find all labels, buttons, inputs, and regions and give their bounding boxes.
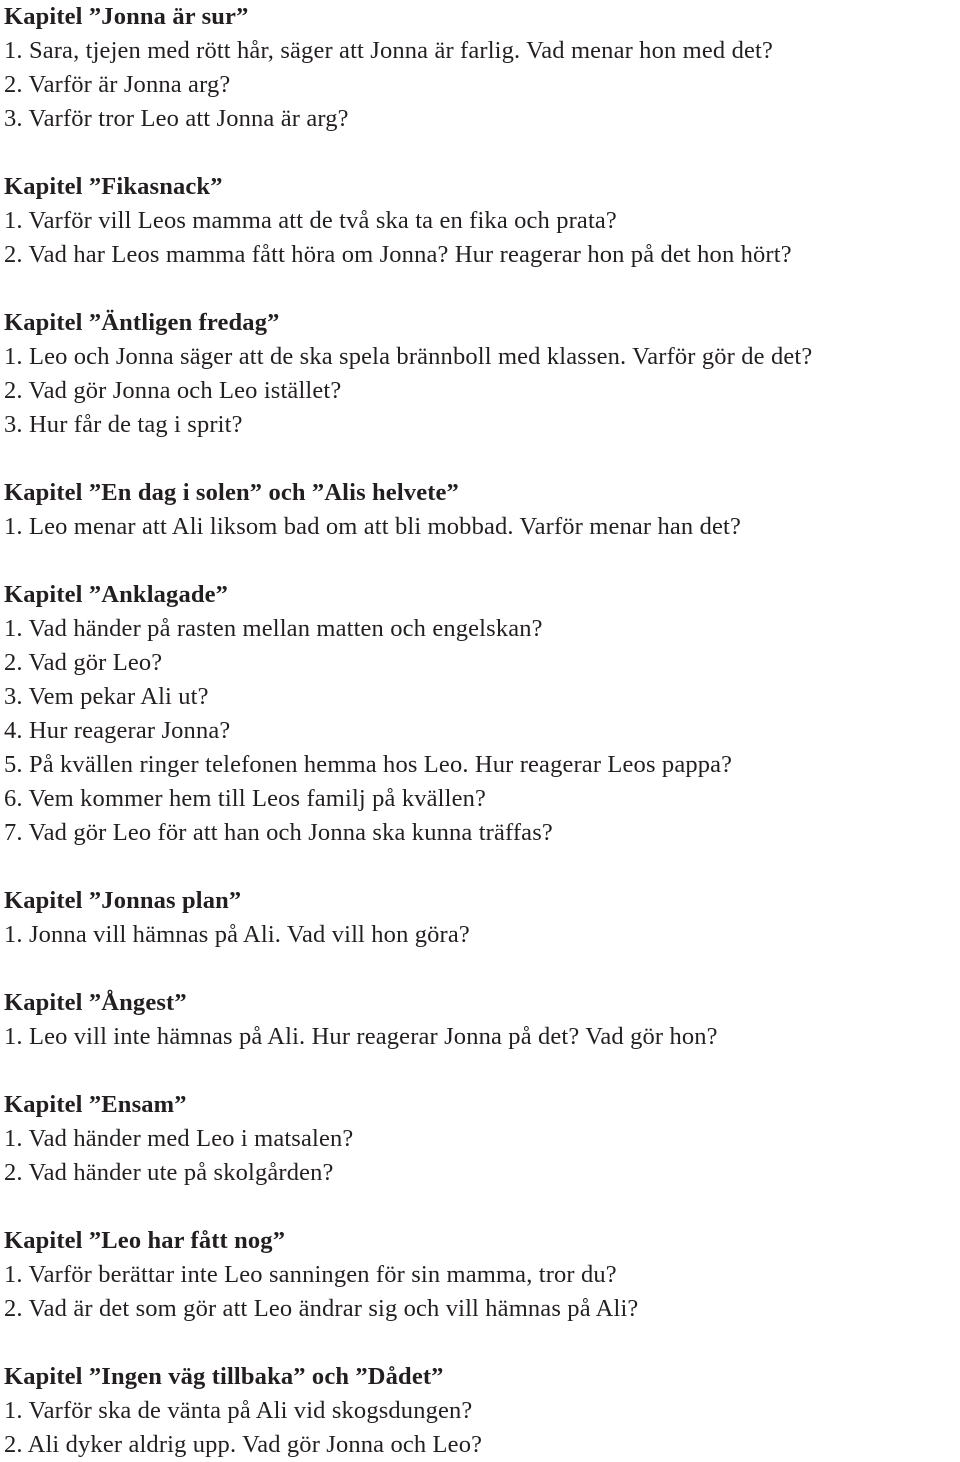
section-heading: Kapitel ”Jonnas plan” (4, 887, 242, 914)
question-item: 1. Varför ska de vänta på Ali vid skogsdungen? (4, 1397, 473, 1424)
section-heading: Kapitel ”Ensam” (4, 1091, 187, 1118)
question-item: 3. Varför tror Leo att Jonna är arg? (4, 105, 349, 132)
section-heading: Kapitel ”Fikasnack” (4, 173, 223, 200)
section-heading: Kapitel ”Jonna är sur” (4, 3, 249, 30)
question-item: 1. Sara, tjejen med rött hår, säger att Jonna är farlig. Vad menar hon med det? (4, 37, 773, 64)
question-item: 2. Ali dyker aldrig upp. Vad gör Jonna och Leo? (4, 1431, 483, 1458)
question-item: 2. Varför är Jonna arg? (4, 71, 231, 98)
section-heading: Kapitel ”Leo har fått nog” (4, 1227, 286, 1254)
question-item: 2. Vad händer ute på skolgården? (4, 1159, 334, 1186)
question-item: 4. Hur reagerar Jonna? (4, 717, 231, 744)
question-item: 1. Leo vill inte hämnas på Ali. Hur reagerar Jonna på det? Vad gör hon? (4, 1023, 718, 1050)
question-item: 2. Vad har Leos mamma fått höra om Jonna? Hur reagerar hon på det hon hört? (4, 241, 792, 268)
section-heading: Kapitel ”Ångest” (4, 989, 187, 1016)
question-item: 5. På kvällen ringer telefonen hemma hos Leo. Hur reagerar Leos pappa? (4, 751, 733, 778)
section-heading: Kapitel ”En dag i solen” och ”Alis helvete” (4, 479, 459, 506)
question-item: 1. Varför berättar inte Leo sanningen för sin mamma, tror du? (4, 1261, 617, 1288)
section-heading: Kapitel ”Anklagade” (4, 581, 229, 608)
question-item: 1. Leo menar att Ali liksom bad om att bli mobbad. Varför menar han det? (4, 513, 741, 540)
question-item: 2. Vad gör Jonna och Leo istället? (4, 377, 342, 404)
question-item: 1. Leo och Jonna säger att de ska spela brännboll med klassen. Varför gör de det? (4, 343, 813, 370)
question-item: 1. Vad händer på rasten mellan matten och engelskan? (4, 615, 543, 642)
question-item: 2. Vad gör Leo? (4, 649, 163, 676)
question-item: 1. Jonna vill hämnas på Ali. Vad vill hon göra? (4, 921, 470, 948)
question-item: 7. Vad gör Leo för att han och Jonna ska kunna träffas? (4, 819, 553, 846)
section-heading: Kapitel ”Ingen väg tillbaka” och ”Dådet” (4, 1363, 444, 1390)
question-item: 1. Varför vill Leos mamma att de två ska ta en fika och prata? (4, 207, 617, 234)
question-item: 2. Vad är det som gör att Leo ändrar sig och vill hämnas på Ali? (4, 1295, 639, 1322)
question-item: 6. Vem kommer hem till Leos familj på kvällen? (4, 785, 487, 812)
question-item: 3. Vem pekar Ali ut? (4, 683, 209, 710)
question-item: 1. Vad händer med Leo i matsalen? (4, 1125, 354, 1152)
question-item: 3. Hur får de tag i sprit? (4, 411, 243, 438)
section-heading: Kapitel ”Äntligen fredag” (4, 309, 280, 336)
